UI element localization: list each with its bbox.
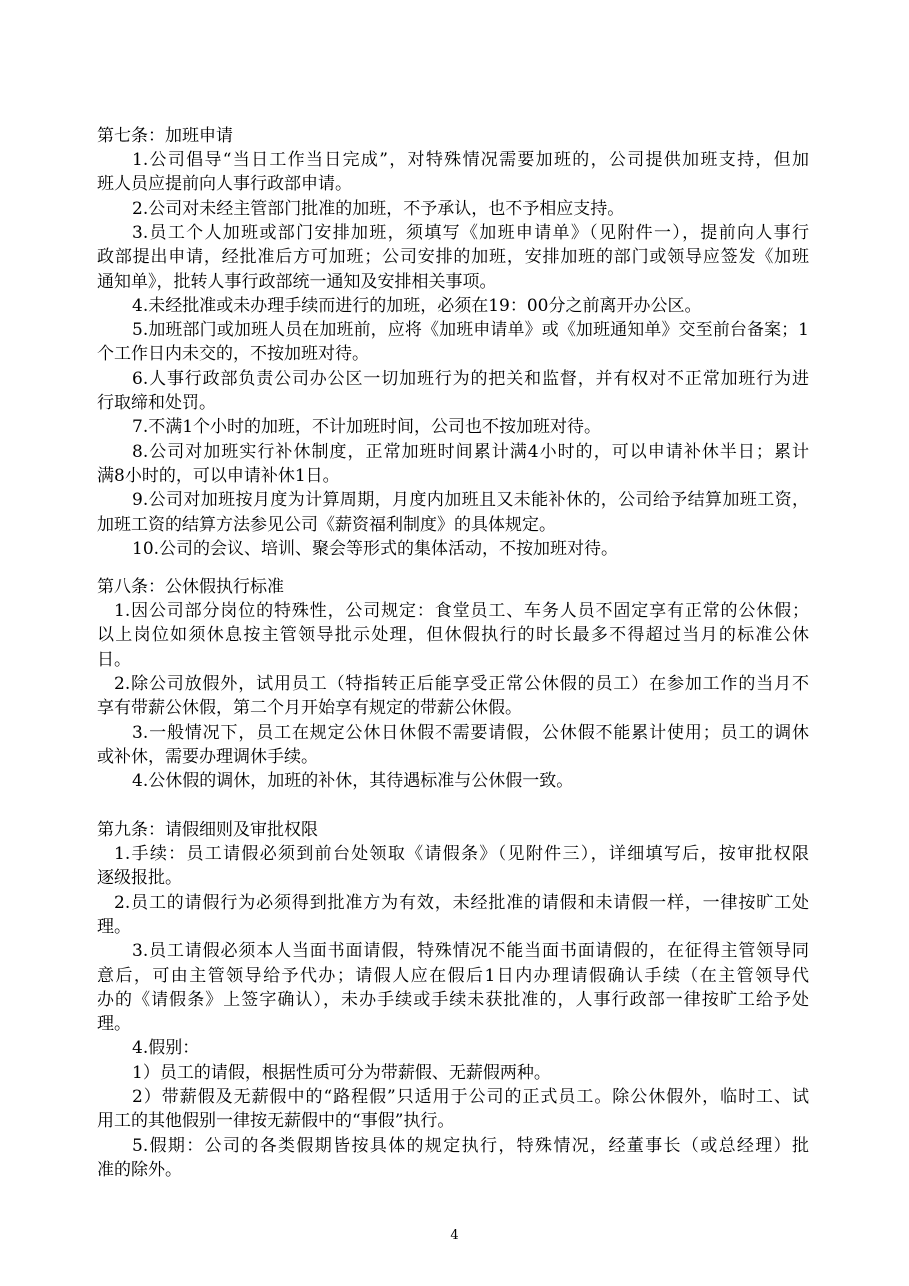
- paragraph-line: 6.人事行政部负责公司办公区一切加班行为的把关和监督，并有权对不正常加班行为进: [132, 368, 809, 389]
- paragraph-line: 理。: [97, 916, 131, 937]
- paragraph-line: 1.公司倡导“当日工作当日完成”，对特殊情况需要加班的，公司提供加班支持，但加: [132, 150, 809, 170]
- section-title: 第九条：请假细则及审批权限: [97, 820, 318, 840]
- paragraph-line: 满8小时的，可以申请补休1日。: [97, 465, 340, 486]
- paragraph-line: 逐级报批。: [97, 868, 182, 889]
- paragraph-line: 用工的其他假别一律按无薪假中的“事假”执行。: [97, 1111, 455, 1132]
- paragraph-line: 以上岗位如须休息按主管领导批示处理，但休假执行的时长最多不得超过当月的标准公休: [97, 625, 809, 646]
- paragraph-line: 10.公司的会议、培训、聚会等形式的集体活动，不按加班对待。: [132, 538, 619, 559]
- paragraph-line: 享有带薪公休假，第二个月开始享有规定的带薪公休假。: [97, 698, 522, 719]
- paragraph-line: 理。: [97, 1014, 131, 1035]
- page-number: 4: [450, 1228, 459, 1243]
- paragraph-line: 行取缔和处罚。: [97, 393, 216, 413]
- section-title: 第八条：公休假执行标准: [97, 577, 284, 597]
- paragraph-line: 准的除外。: [97, 1159, 182, 1180]
- paragraph-line: 2）带薪假及无薪假中的“路程假”只适用于公司的正式员工。除公休假外，临时工、试: [132, 1087, 809, 1107]
- paragraph-line: 个工作日内未交的，不按加班对待。: [97, 344, 369, 365]
- paragraph-line: 班人员应提前向人事行政部申请。: [97, 174, 352, 195]
- paragraph-line: 意后，可由主管领导给予代办；请假人应在假后1日内办理请假确认手续（在主管领导代: [97, 965, 809, 986]
- paragraph-line: 4.假别：: [132, 1038, 200, 1059]
- paragraph-line: 4.未经批准或未办理手续而进行的加班，必须在19：00分之前离开办公区。: [132, 295, 702, 316]
- paragraph-line: 3.员工请假必须本人当面书面请假，特殊情况不能当面书面请假的，在征得主管领导同: [132, 941, 809, 962]
- paragraph-line: 政部提出申请，经批准后方可加班；公司安排的加班，安排加班的部门或领导应签发《加班: [97, 247, 809, 268]
- paragraph-line: 1）员工的请假，根据性质可分为带薪假、无薪假两种。: [132, 1062, 551, 1083]
- paragraph-line: 3.员工个人加班或部门安排加班，须填写《加班申请单》（见附件一），提前向人事行: [132, 222, 809, 243]
- paragraph-line: 2.除公司放假外，试用员工（特指转正后能享受正常公休假的员工）在参加工作的当月不: [114, 673, 809, 694]
- paragraph-line: 2.员工的请假行为必须得到批准方为有效，未经批准的请假和未请假一样，一律按旷工处: [114, 892, 809, 913]
- paragraph-line: 9.公司对加班按月度为计算周期，月度内加班且又未能补休的，公司给予结算加班工资，: [132, 490, 809, 511]
- paragraph-line: 4.公休假的调休，加班的补休，其待遇标准与公休假一致。: [132, 771, 574, 792]
- paragraph-line: 加班工资的结算方法参见公司《薪资福利制度》的具体规定。: [97, 514, 556, 535]
- paragraph-line: 1.手续：员工请假必须到前台处领取《请假条》（见附件三），详细填写后，按审批权限: [114, 844, 809, 864]
- section-title: 第七条：加班申请: [97, 126, 233, 146]
- paragraph-line: 日。: [97, 649, 131, 670]
- paragraph-line: 7.不满1个小时的加班，不计加班时间，公司也不按加班对待。: [132, 417, 602, 438]
- paragraph-line: 3.一般情况下，员工在规定公休日休假不需要请假，公休假不能累计使用；员工的调休: [132, 722, 809, 743]
- paragraph-line: 办的《请假条》上签字确认），未办手续或手续未获批准的，人事行政部一律按旷工给予处: [97, 989, 809, 1010]
- paragraph-line: 2.公司对未经主管部门批准的加班，不予承认，也不予相应支持。: [132, 198, 625, 219]
- paragraph-line: 5.假期：公司的各类假期皆按具体的规定执行，特殊情况，经董事长（或总经理）批: [132, 1135, 809, 1156]
- paragraph-line: 或补休，需要办理调休手续。: [97, 746, 318, 767]
- paragraph-line: 1.因公司部分岗位的特殊性，公司规定：食堂员工、车务人员不固定享有正常的公休假；: [114, 601, 809, 621]
- paragraph-line: 8.公司对加班实行补休制度，正常加班时间累计满4小时的，可以申请补休半日；累计: [132, 441, 809, 462]
- paragraph-line: 通知单》，批转人事行政部统一通知及安排相关事项。: [97, 271, 497, 292]
- paragraph-line: 5.加班部门或加班人员在加班前，应将《加班申请单》或《加班通知单》交至前台备案；1: [132, 320, 809, 341]
